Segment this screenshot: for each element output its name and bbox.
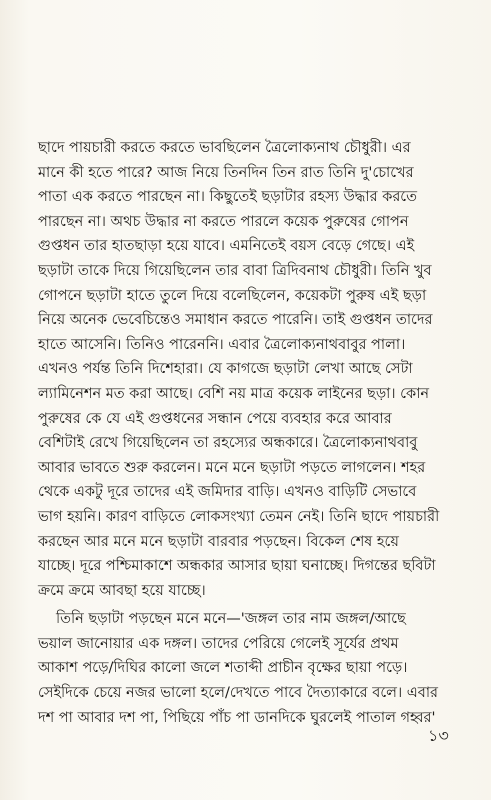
text-line: ক্রমে ক্রমে আবছা হয়ে যাচ্ছে। (38, 582, 206, 599)
paragraph-2 (38, 607, 458, 730)
text-line: ল্যামিনেশন মত করা আছে। বেশি নয় মাত্র কয়েক লাইনের ছড়া। কোন (38, 385, 430, 402)
text-line: বেশিটাই রেখে গিয়েছিলেন তা রহস্যের অন্ধকারে। ত্রৈলোক্যনাথবাবু (38, 435, 418, 452)
paragraph-1 (38, 136, 458, 603)
text-line: হাতে আসেনি। তিনিও পারেননি। এবার ত্রৈলোক্যনাথবাবুর পালা। (38, 336, 406, 353)
text-line: আবার ভাবতে শুরু করলেন। মনে মনে ছড়াটা পড়তে লাগলেন। শহর (38, 459, 426, 476)
page-number: ১৩ (428, 726, 449, 745)
text-line: দশ পা আবার দশ পা, পিছিয়ে পাঁচ পা ডানদিকে ঘুরলেই পাতাল গহ্বর' (38, 709, 436, 726)
text-line: করছেন আর মনে মনে ছড়াটা বারবার পড়ছেন। বিকেল শেষ হয়ে (38, 533, 399, 550)
text-line: পাতা এক করতে পারছেন না। কিছুতেই ছড়াটার রহস্য উদ্ধার করতে (38, 189, 418, 206)
text-line: নিয়ে অনেক ভেবেচিন্তেও সমাধান করতে পারেনি। তাই গুপ্তধন তাদের (38, 312, 433, 329)
text-line: যাচ্ছে। দূরে পশ্চিমাকাশে অন্ধকার আসার ছায়া ঘনাচ্ছে। দিগন্তের ছবিটা (38, 558, 436, 575)
text-line: থেকে একটু দূরে তাদের এই জমিদার বাড়ি। এখনও বাড়িটি সেভাবে (38, 484, 417, 501)
text-line: ভাগ হয়নি। কারণ বাড়িতে লোকসংখ্যা তেমন নেই। তিনি ছাদে পায়চারী (38, 508, 440, 525)
text-line: সেইদিকে চেয়ে নজর ভালো হলে/দেখতে পাবে দৈত্যাকারে বলে। এবার (38, 685, 439, 702)
text-line: ভয়াল জানোয়ার এক দঙ্গল। তাদের পেরিয়ে গেলেই সূর্যের প্রথম (38, 635, 399, 652)
text-line: এখনও পর্যন্ত তিনি দিশেহারা। যে কাগজে ছড়াটা লেখা আছে সেটা (38, 361, 413, 378)
text-line: ছড়াটা তাকে দিয়ে গিয়েছিলেন তার বাবা ত্রিদিবনাথ চৌধুরী। তিনি খুব (38, 262, 432, 279)
text-line: গোপনে ছড়াটা হাতে তুলে দিয়ে বলেছিলেন, কয়েকটা পুরুষ এই ছড়া (38, 287, 427, 304)
text-line: তিনি ছড়াটা পড়ছেন মনে মনে—'জঙ্গল তার নাম জঙ্গল/আছে (56, 611, 406, 628)
text-line: মানে কী হতে পারে? আজ নিয়ে তিনদিন তিন রাত তিনি দু'চোখের (38, 164, 414, 181)
body-text (38, 136, 458, 730)
text-line: গুপ্তধন তার হাতছাড়া হয়ে যাবে। এমনিতেই বয়স বেড়ে গেছে। এই (38, 238, 415, 255)
text-line: ছাদে পায়চারী করতে করতে ভাবছিলেন ত্রৈলোক্যনাথ চৌধুরী। এর (38, 140, 411, 156)
text-line: পুরুষের কে যে এই গুপ্তধনের সন্ধান পেয়ে ব্যবহার করে আবার (38, 410, 392, 427)
text-line: পারছেন না। অথচ উদ্ধার না করতে পারলে কয়েক পুরুষের গোপন (38, 213, 409, 230)
text-line: আকাশ পড়ে/দিঘির কালো জলে শতাব্দী প্রাচীন বৃক্ষের ছায়া পড়ে। (38, 660, 408, 677)
